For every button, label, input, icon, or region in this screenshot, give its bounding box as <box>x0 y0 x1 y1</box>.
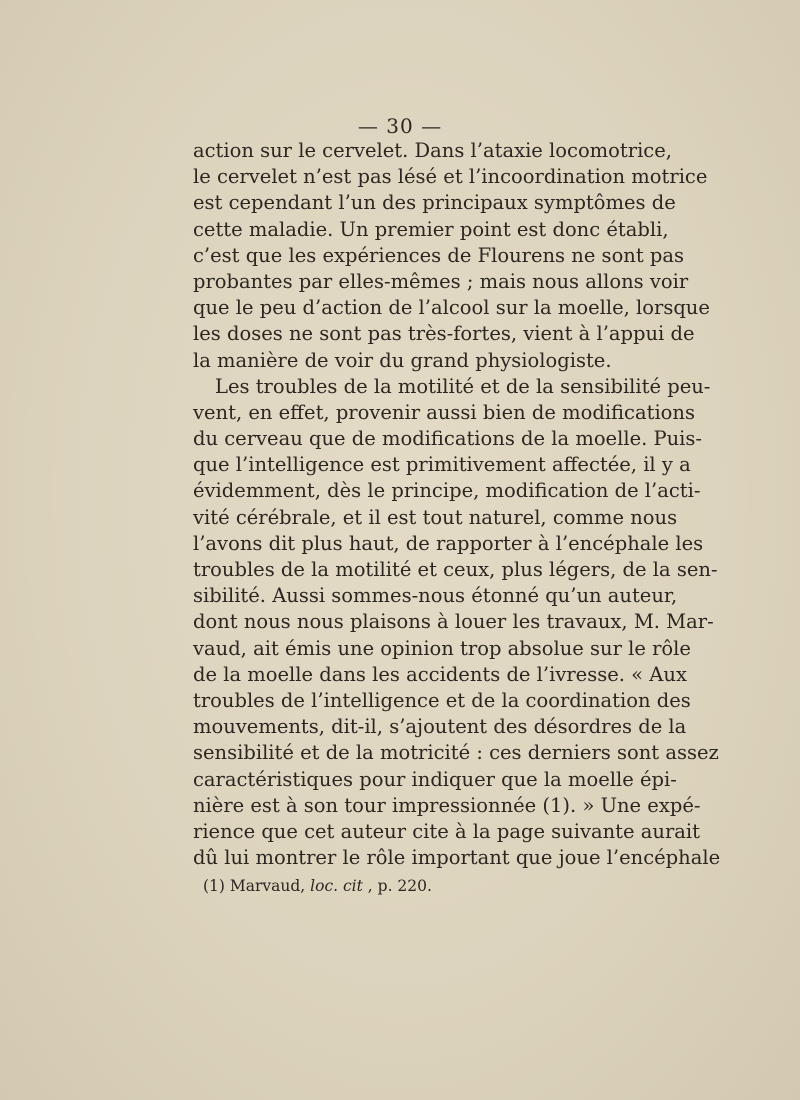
text-line: troubles de l’intelligence et de la coordination des <box>193 688 691 712</box>
text-line: l’avons dit plus haut, de rapporter à l’encéphale les <box>193 531 704 555</box>
text-line: Les troubles de la motilité et de la sensibilité peu- <box>215 374 711 398</box>
text-line: sensibilité et de la motricité : ces derniers sont assez <box>193 741 719 765</box>
text-line: probantes par elles-mêmes ; mais nous allons voir <box>193 269 689 293</box>
text-line: caractéristiques pour indiquer que la moelle épi- <box>193 767 677 791</box>
footnote-italic: loc. cit <box>310 877 363 895</box>
text-line: évidemment, dès le principe, modification de l’acti- <box>193 479 701 503</box>
text-line: dû lui montrer le rôle important que joue l’encéphale <box>193 846 721 870</box>
text-line: mouvements, dit-il, s’ajoutent des désordres de la <box>193 715 687 739</box>
text-line: que le peu d’action de l’alcool sur la moelle, lorsque <box>193 296 710 320</box>
text-line: nière est à son tour impressionnée (1). » Une expé- <box>193 793 701 817</box>
text-line: vaud, ait émis une opinion trop absolue sur le rôle <box>193 636 691 660</box>
text-line: du cerveau que de modifications de la moelle. Puis- <box>193 427 703 451</box>
text-line: que l’intelligence est primitivement affectée, il y a <box>193 453 691 477</box>
text-line: c’est que les expériences de Flourens ne sont pas <box>193 243 685 267</box>
text-line: les doses ne sont pas très-fortes, vient à l’appui de <box>193 322 695 346</box>
text-line: vent, en effet, provenir aussi bien de modifications <box>193 400 695 424</box>
text-line: rience que cet auteur cite à la page suivante aurait <box>193 819 700 843</box>
page-number: — 30 — <box>357 114 443 138</box>
text-line: dont nous nous plaisons à louer les travaux, M. Mar- <box>193 610 714 634</box>
text-line: vité cérébrale, et il est tout naturel, comme nous <box>193 505 678 529</box>
text-line: est cependant l’un des principaux symptômes de <box>193 191 676 215</box>
body-text <box>193 138 721 871</box>
text-line: la manière de voir du grand physiologiste. <box>193 348 612 372</box>
text-line: le cervelet n’est pas lésé et l’incoordination motrice <box>193 165 708 189</box>
footnote-rest: , p. 220. <box>362 877 432 895</box>
footnote-ref: (1) Marvaud, <box>203 877 311 895</box>
text-line: cette maladie. Un premier point est donc établi, <box>193 217 669 241</box>
text-line: action sur le cervelet. Dans l’ataxie locomotrice, <box>193 139 672 162</box>
text-line: troubles de la motilité et ceux, plus légers, de la sen- <box>193 558 718 581</box>
text-line: sibilité. Aussi sommes-nous étonné qu’un auteur, <box>193 584 678 608</box>
text-line: de la moelle dans les accidents de l’ivresse. « Aux <box>193 662 687 686</box>
footnote <box>203 877 432 895</box>
